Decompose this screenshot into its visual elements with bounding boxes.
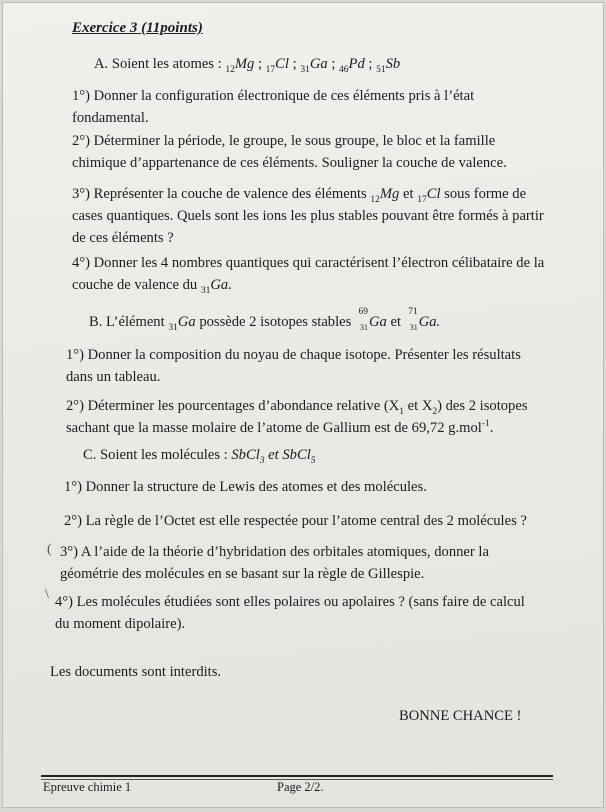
part-c-question-3: 3°) A l’aide de la théorie d’hybridation des orbitales atomiques, donner la géométrie des molécules en se basant sur la règle de Gillespie.: [60, 544, 489, 582]
exam-page: [2, 2, 604, 808]
part-b-question-2: 2°) Déterminer les pourcentages d’abondance relative ($X_1$ et $X_2$) des 2 isotopes sachant que la masse molaire de l’atome de Gallium est de 69,72 g.mol$^{-1}$.: [66, 398, 528, 436]
exercise-title: Exercice 3 (11points): [72, 20, 203, 36]
part-a-question-2: 2°) Déterminer la période, le groupe, le sous groupe, le bloc et la famille chimique d’appartenance de ces éléments. Souligner la couche de valence.: [72, 133, 507, 171]
atom-sb: $_{51}$Sb: [376, 56, 401, 75]
part-c-question-1: 1°) Donner la structure de Lewis des atomes et des molécules.: [64, 479, 427, 495]
pen-mark: \: [45, 587, 49, 602]
isotope-ga-71: 71 31: [408, 307, 418, 332]
part-b-question-1: 1°) Donner la composition du noyau de chaque isotope. Présenter les résultats dans un tableau.: [66, 347, 521, 385]
part-a-question-4: 4°) Donner les 4 nombres quantiques qui caractérisent l’électron célibataire de la couche de valence du $_{31}$Ga.: [72, 255, 545, 296]
documents-note: Les documents sont interdits.: [50, 664, 222, 680]
footer-rule: [41, 775, 553, 777]
exercise-points: (11points): [141, 20, 203, 36]
part-c-question-2: 2°) La règle de l’Octet est elle respectée pour l’atome central des 2 molécules ?: [64, 513, 527, 529]
part-a-intro: A. Soient les atomes : $_{12}$Mg ; $_{17}$Cl ; $_{31}$Ga ; $_{46}$Pd ; $_{51}$Sb: [94, 56, 401, 75]
closing-text: BONNE CHANCE !: [399, 708, 522, 724]
part-c-intro: C. Soient les molécules : SbCl$_3$ et SbCl$_5$: [83, 447, 316, 466]
atom-ga: $_{31}$Ga ;: [300, 56, 340, 75]
atom-mg: $_{12}$Mg ;: [225, 56, 266, 75]
part-a-question-3: 3°) Représenter la couche de valence des éléments $_{12}$Mg et $_{17}$Cl sous forme de cases quantiques. Quels sont les ions les plus stables pouvant être formés à partir de ces éléments ?: [72, 186, 544, 246]
pen-mark: (: [47, 542, 52, 557]
atom-cl: $_{17}$Cl ;: [265, 56, 301, 75]
part-b-intro: B. L’élément $_{31}$Ga possède 2 isotopes stables 69 31 Ga et 71 31 Ga.: [89, 307, 441, 333]
part-c-question-4: 4°) Les molécules étudiées sont elles polaires ou apolaires ? (sans faire de calcul du moment dipolaire).: [55, 594, 525, 632]
atom-pd: $_{46}$Pd ;: [339, 56, 377, 75]
footer-page-number: Page 2/2.: [277, 780, 324, 794]
part-a-question-1: 1°) Donner la configuration électronique de ces éléments pris à l’état fondamental.: [72, 88, 475, 126]
molecule-sbcl5: SbCl: [282, 447, 311, 463]
molecule-sbcl3: SbCl: [231, 447, 260, 463]
footer-course: Epreuve chimie 1: [43, 780, 132, 794]
isotope-ga-69: 69 31: [358, 307, 368, 332]
